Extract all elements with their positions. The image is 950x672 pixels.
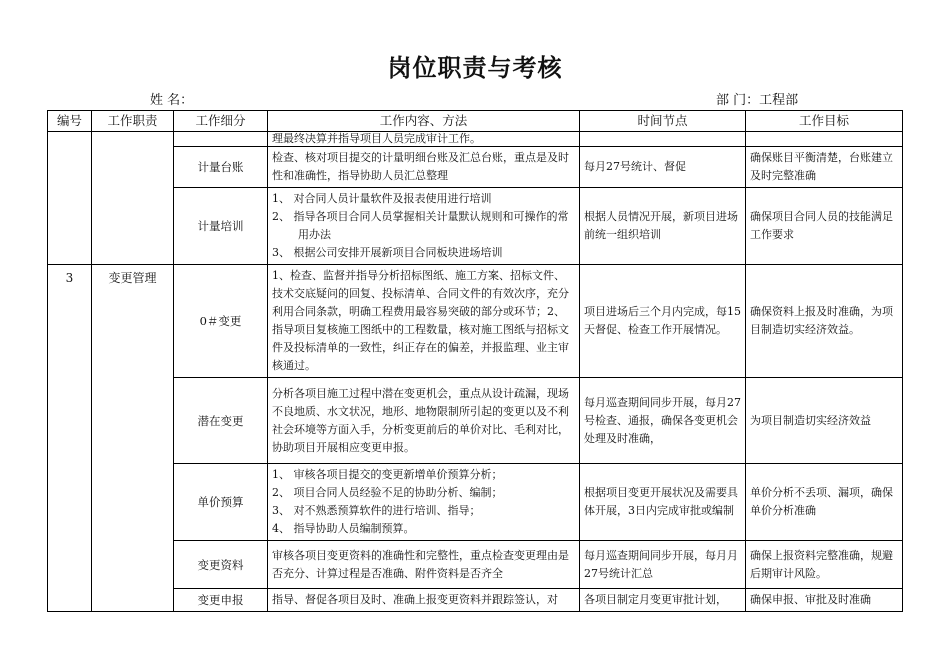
list-item: 1、 对合同人员计量软件及报表使用进行培训 — [272, 192, 492, 205]
cell-detail: 变更申报 — [174, 589, 268, 612]
table-row — [48, 147, 903, 188]
cell-goal: 确保资料上报及时准确，为项目制造切实经济效益。 — [746, 265, 903, 378]
cell-time: 每月27号统计、督促 — [580, 147, 746, 188]
list-item: 3、 对不熟悉预算软件的进行培训、指导； — [272, 504, 481, 517]
table-row — [48, 265, 903, 378]
cell-detail: 计量培训 — [174, 188, 268, 265]
cell-detail: 变更资料 — [174, 541, 268, 589]
department-value: 工程部 — [759, 93, 799, 108]
cell-time: 项目进场后三个月内完成，每15天督促、检查工作开展情况。 — [580, 265, 746, 378]
cell-detail: 0＃变更 — [174, 265, 268, 378]
cell-no — [48, 132, 92, 265]
cell-detail: 计量台账 — [174, 147, 268, 188]
cell-detail — [174, 132, 268, 147]
department-label: 部 门： — [716, 93, 760, 108]
cell-duty — [92, 132, 174, 265]
cell-goal: 确保项目合同人员的技能满足工作要求 — [746, 188, 903, 265]
cell-content: 理最终决算并指导项目人员完成审计工作。 — [268, 132, 580, 147]
cell-time — [580, 132, 746, 147]
cell-goal: 确保申报、审批及时准确 — [746, 589, 903, 612]
cell-content: 检查、核对项目提交的计量明细台账及汇总台账，重点是及时性和准确性，指导协助人员汇总整理 — [268, 147, 580, 188]
cell-goal — [746, 132, 903, 147]
cell-time: 根据人员情况开展，新项目进场前统一组织培训 — [580, 188, 746, 265]
department-field — [716, 89, 798, 108]
header-time: 时间节点 — [580, 111, 746, 132]
table-row — [48, 188, 903, 265]
header-content: 工作内容、方法 — [268, 111, 580, 132]
cell-detail: 潜在变更 — [174, 378, 268, 464]
table-row — [48, 464, 903, 541]
list-item: 4、 指导协助人员编制预算。 — [272, 522, 415, 535]
table-row — [48, 589, 903, 612]
table-row — [48, 541, 903, 589]
cell-goal: 确保账目平衡清楚，台账建立及时完整准确 — [746, 147, 903, 188]
cell-time: 各项目制定月变更审批计划， — [580, 589, 746, 612]
cell-content: 审核各项目变更资料的准确性和完整性，重点检查变更理由是否充分、计算过程是否准确、附件资料是否齐全 — [268, 541, 580, 589]
cell-content: 指导、督促各项目及时、准确上报变更资料并跟踪签认，对 — [268, 589, 580, 612]
cell-duty: 变更管理 — [92, 265, 174, 612]
cell-time: 根据项目变更开展状况及需要具体开展，3日内完成审批或编制 — [580, 464, 746, 541]
list-item: 1、 审核各项目提交的变更新增单价预算分析； — [272, 468, 503, 481]
cell-content — [268, 188, 580, 265]
cell-goal: 确保上报资料完整准确，规避后期审计风险。 — [746, 541, 903, 589]
cell-content: 分析各项目施工过程中潜在变更机会，重点从设计疏漏，现场不良地质、水文状况，地形、地物限制所引起的变更以及不利社会环境等方面入手，分析变更前后的单价对比、毛利对比，协助项目开展相应变更申报。 — [268, 378, 580, 464]
cell-time: 每月巡查期间同步开展，每月月27号统计汇总 — [580, 541, 746, 589]
name-field-label: 姓 名： — [150, 93, 194, 108]
cell-no: 3 — [48, 265, 92, 612]
cell-goal: 为项目制造切实经济效益 — [746, 378, 903, 464]
header-no: 编号 — [48, 111, 92, 132]
cell-content — [268, 464, 580, 541]
duty-table — [47, 110, 903, 612]
header-detail: 工作细分 — [174, 111, 268, 132]
list-item: 2、 项目合同人员经验不足的协助分析、编制； — [272, 486, 503, 499]
table-row — [48, 378, 903, 464]
cell-detail: 单价预算 — [174, 464, 268, 541]
header-duty: 工作职责 — [92, 111, 174, 132]
cell-time: 每月巡查期间同步开展，每月27号检查、通报，确保各变更机会处理及时准确， — [580, 378, 746, 464]
cell-goal: 单价分析不丢项、漏项，确保单价分析准确 — [746, 464, 903, 541]
page-title: 岗位职责与考核 — [387, 53, 563, 82]
table-header-row — [48, 111, 903, 132]
list-item: 2、 指导各项目合同人员掌握相关计量默认规则和可操作的常用办法 — [272, 210, 569, 241]
table-row — [48, 132, 903, 147]
header-goal: 工作目标 — [746, 111, 903, 132]
cell-content: 1、检查、监督并指导分析招标图纸、施工方案、招标文件、技术交底疑问的回复、投标清单、合同文件的有效次序，充分利用合同条款，明确工程费用最容易突破的部分或环节；2、指导项目复核施工图纸中的工程数量，核对施工图纸与招标文件及投标清单的一致性，纠正存在的偏差，并报监理、业主审核通过。 — [268, 265, 580, 378]
list-item: 3、 根据公司安排开展新项目合同板块进场培训 — [272, 246, 503, 259]
